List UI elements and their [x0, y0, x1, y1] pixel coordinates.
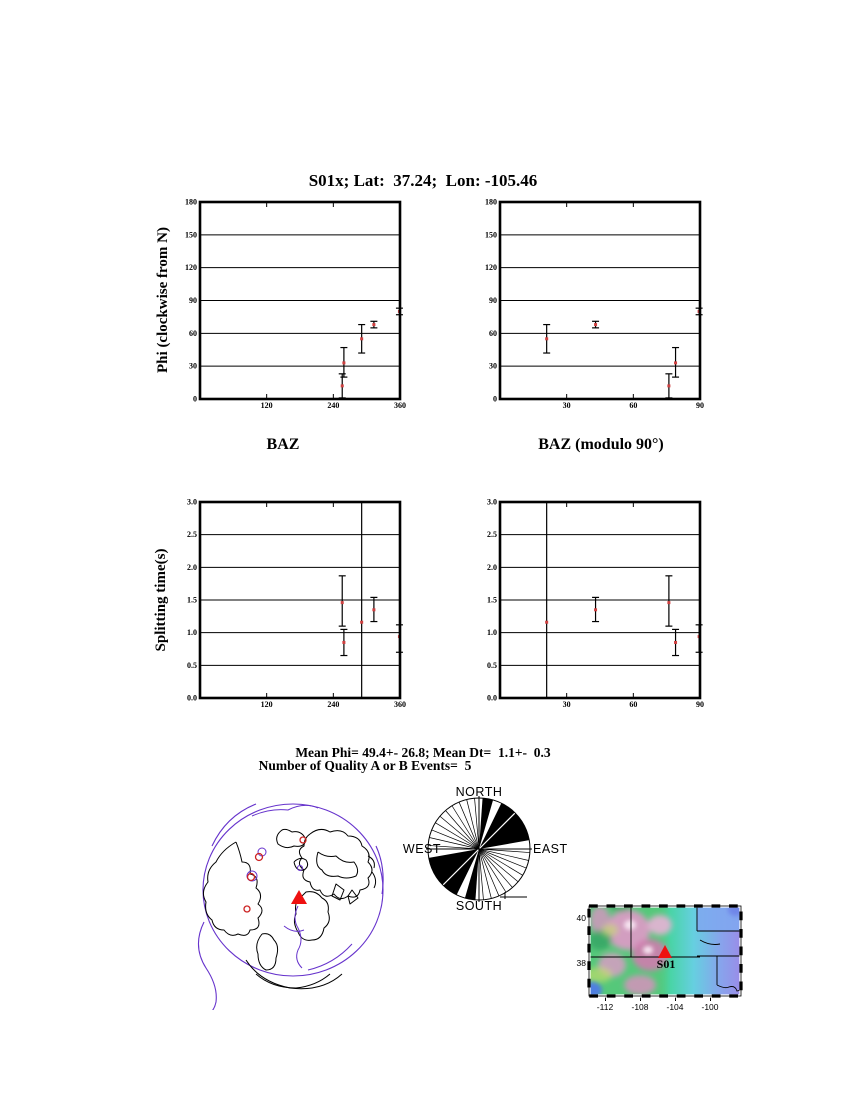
mean-values-line: Mean Phi= 49.4+- 26.8; Mean Dt= 1.1+- 0.3 [295, 745, 551, 760]
phi-vs-baz-chart [160, 190, 415, 422]
data-point [667, 384, 670, 387]
regional-topo-map [570, 895, 760, 1020]
x-tick-label: 30 [562, 401, 571, 410]
x-tick-label: 60 [629, 401, 638, 410]
phi-axis-title: Phi (clockwise from N) [155, 227, 171, 373]
rose-west-label: WEST [402, 842, 441, 856]
x-tick-label: 90 [696, 401, 704, 410]
rose-fan-line [479, 849, 518, 882]
map-station-label: S01 [656, 957, 676, 971]
dt-axis-title: Splitting time(s) [153, 548, 169, 652]
x-tick-label: 360 [394, 700, 406, 709]
x-tick-label: 60 [629, 700, 638, 709]
data-point [360, 337, 363, 340]
y-tick-label: 0 [493, 394, 497, 404]
y-tick-label: 180 [485, 197, 497, 207]
data-point [341, 384, 344, 387]
y-tick-label: 150 [485, 230, 497, 240]
map-lon-tick: -108 [631, 1002, 649, 1012]
y-tick-label: 1.0 [487, 628, 497, 638]
data-point [674, 641, 677, 644]
data-point [674, 361, 677, 364]
rose-sectors [426, 796, 532, 902]
x-tick-label: 120 [260, 700, 273, 709]
map-lat-tick: 40 [576, 913, 586, 923]
y-tick-label: 60 [489, 328, 497, 338]
data-point [545, 621, 548, 624]
data-point [545, 337, 548, 340]
x-tick-label: 30 [562, 700, 571, 709]
rose-fan-line [440, 816, 479, 849]
y-tick-label: 90 [189, 296, 197, 305]
data-point [667, 601, 670, 604]
map-lon-tick: -100 [701, 1002, 719, 1012]
rose-diagram [395, 780, 580, 920]
y-tick-label: 120 [485, 263, 497, 273]
rose-fan-line [452, 806, 479, 849]
map-lat-tick: 38 [576, 958, 586, 968]
y-tick-label: 0 [193, 394, 197, 404]
data-point [341, 601, 344, 604]
coastlines [203, 829, 375, 988]
station-triangle [291, 890, 307, 904]
y-tick-label: 90 [489, 296, 497, 305]
phi-vs-baz-mod90-chart [460, 190, 715, 422]
rose-north-label: NORTH [455, 785, 503, 799]
rose-fan-line [479, 849, 506, 892]
rose-south-label: SOUTH [455, 899, 503, 913]
rose-fan-line [479, 849, 523, 875]
x-tick-label: 360 [394, 401, 406, 410]
plate-boundaries [247, 805, 352, 970]
event-count-line: Number of Quality A or B Events= 5 [258, 758, 472, 773]
y-tick-label: 3.0 [487, 497, 497, 507]
y-tick-label: 0.0 [487, 693, 497, 703]
data-point [372, 323, 375, 326]
x-tick-label: 120 [260, 401, 273, 410]
y-tick-label: 0.5 [487, 660, 497, 670]
data-point [594, 608, 597, 611]
y-tick-label: 1.5 [187, 595, 197, 605]
data-point [360, 621, 363, 624]
rose-east-label: EAST [533, 842, 568, 856]
x-tick-label: 90 [696, 700, 704, 709]
map-lon-tick: -104 [666, 1002, 684, 1012]
globe-map [185, 790, 410, 1010]
rose-fan-line [435, 823, 479, 849]
x-tick-label: 240 [327, 401, 340, 410]
y-tick-label: 2.5 [487, 530, 497, 540]
y-tick-label: 180 [185, 197, 197, 207]
map-lon-tick: -112 [596, 1002, 614, 1012]
dt-vs-baz-chart [160, 490, 415, 722]
page-title: S01x; Lat: 37.24; Lon: -105.46 [308, 171, 538, 190]
data-point [342, 361, 345, 364]
y-tick-label: 150 [185, 230, 197, 240]
baz-axis-title: BAZ [266, 436, 300, 453]
y-tick-label: 120 [185, 263, 197, 273]
baz-mod90-axis-title: BAZ (modulo 90°) [538, 436, 664, 453]
y-tick-label: 3.0 [187, 497, 197, 507]
y-tick-label: 1.5 [487, 595, 497, 605]
y-tick-label: 30 [489, 361, 497, 371]
data-point [594, 323, 597, 326]
y-tick-label: 0.0 [187, 693, 197, 703]
data-point [342, 641, 345, 644]
y-tick-label: 2.0 [187, 562, 197, 572]
data-point [372, 608, 375, 611]
y-tick-label: 2.5 [187, 530, 197, 540]
x-tick-label: 240 [327, 700, 340, 709]
globe-rim [198, 804, 383, 1010]
y-tick-label: 60 [189, 328, 197, 338]
y-tick-label: 30 [189, 361, 197, 371]
y-tick-label: 1.0 [187, 628, 197, 638]
y-tick-label: 0.5 [187, 660, 197, 670]
dt-vs-baz-mod90-chart [460, 490, 715, 722]
y-tick-label: 2.0 [487, 562, 497, 572]
